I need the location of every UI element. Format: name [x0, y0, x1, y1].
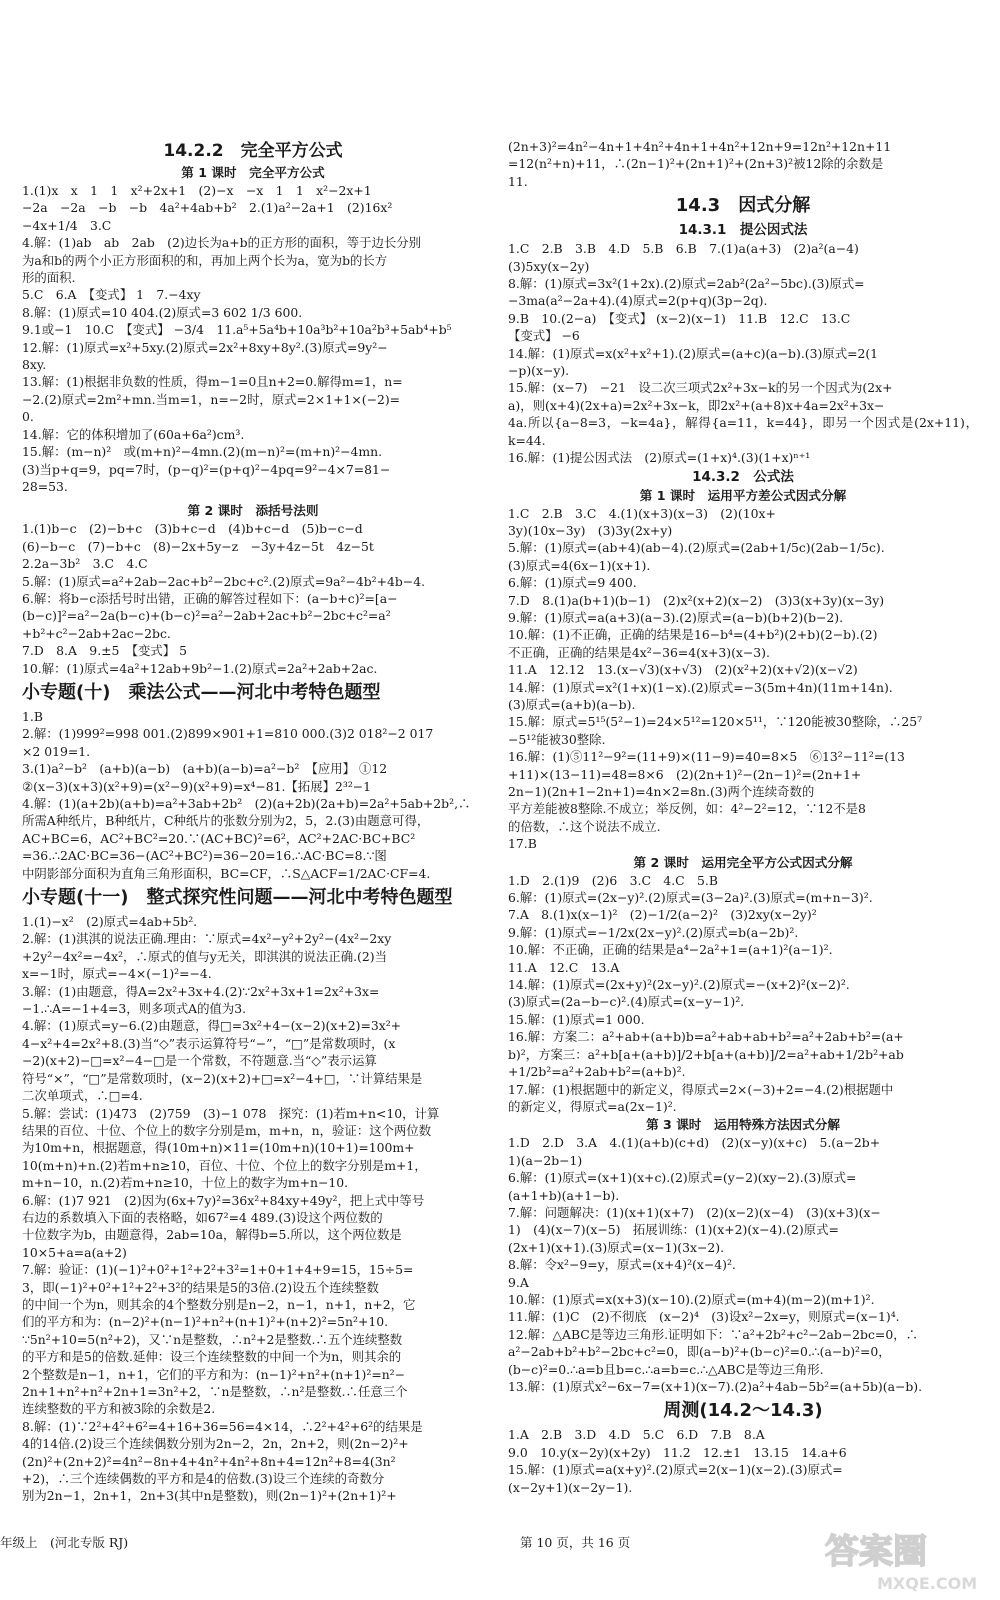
- answer-line: (6)−b−c (7)−b+c (8)−2x+5y−z −3y+4z−5t 4z−5t: [22, 538, 374, 554]
- answer-line: 12.解：(1)原式=x²+5xy.(2)原式=2x²+8xy+8y².(3)原式=9y²−: [22, 339, 388, 355]
- lesson-title-2: 第 2 课时 添括号法则: [187, 503, 319, 519]
- answer-line: 9.1或−1 10.C 【变式】 −3/4 11.a⁵+5a⁴b+10a³b²+10a²b³+5ab⁴+b⁵: [22, 322, 452, 338]
- answer-line: 1.C 2.B 3.B 4.D 5.B 6.B 7.(1)a(a+3) (2)a²(a−4): [508, 241, 859, 257]
- answer-line: 平方差能被8整除.不成立；举反例，如：4²−2²=12，∵12不是8: [508, 801, 866, 817]
- answer-line: 9.0 10.y(x−2y)(x+2y) 11.2 12.±1 13.15 14.a+6: [508, 1444, 847, 1460]
- answer-line: 8.解：(1)∵2²+4²+6²=4+16+36=56=4×14，∴2²+4²+6²的结果是: [22, 1418, 423, 1434]
- answer-line: 4a.所以{a−8=3，−k=4a}，解得{a=11，k=44}，即另一个因式是(2x+11)，k=44.: [508, 415, 978, 448]
- answer-line: 5.解：(1)原式=a²+2ab−2ac+b²−2bc+c².(2)原式=9a²−4b²+4b−4.: [22, 573, 426, 589]
- answer-line: +11)×(13−11)=48=8×6 (2)(2n+1)²−(2n−1)²=(2n+1+: [508, 766, 862, 782]
- answer-line: 别为2n−1，2n+1，2n+3(其中n是整数)，则(2n−1)²+(2n+1)²+: [22, 1488, 397, 1504]
- footer-grade-label: 年级上 (河北专版 RJ): [0, 1535, 129, 1550]
- answer-line: 10.解：(1)不正确，正确的结果是16−b⁴=(4+b²)(2+b)(2−b).(2): [508, 627, 878, 643]
- answer-line: −5¹²能被30整除.: [508, 731, 606, 747]
- answer-line: 15.解：(1)原式=a(x+y)².(2)原式=2(x−1)(x−2).(3)原式=: [508, 1462, 843, 1478]
- answer-line: (3)5xy(x−2y): [508, 258, 590, 274]
- answer-line: 16.解：(1)提公因式法 (2)原式=(1+x)⁴.(3)(1+x)ⁿ⁺¹: [508, 450, 811, 466]
- answer-line: 5.解：尝试：(1)473 (2)759 (3)−1 078 探究：(1)若m+n<10，计算: [22, 1105, 440, 1121]
- answer-line: 二次单项式，∴□=4.: [22, 1088, 143, 1104]
- answer-line: 11.: [508, 173, 528, 189]
- answer-line: 13.解：(1)根据非负数的性质，得m−1=0且n+2=0.解得m=1，n=: [22, 374, 403, 390]
- answer-line: 3，即(−1)²+0²+1²+2²+3²的结果是5的3倍.(2)设五个连续整数: [22, 1279, 379, 1295]
- footer-page-number: 第 10 页，共 16 页: [520, 1535, 631, 1550]
- answer-line: 为a和b的两个小正方形面积的和，再加上两个长为a，宽为b的长方: [22, 252, 388, 268]
- lesson-title-1: 第 1 课时 完全平方公式: [181, 165, 325, 180]
- answer-line: 8.解：(1)原式=3x²(1+2x).(2)原式=2ab²(2a²−5bc).(3)原式=: [508, 276, 865, 292]
- answer-line: 的倍数，∴这个说法不成立.: [508, 818, 661, 834]
- section-title-14-3-2: 14.3.2 公式法: [692, 468, 794, 485]
- answer-line: 【变式】 −6: [508, 328, 580, 344]
- answer-line: 9.解：(1)原式=a(a+3)(a−3).(2)原式=(a−b)(b+2)(b−2).: [508, 609, 844, 625]
- answer-line: −3ma(a²−2a+4).(4)原式=2(p+q)(3p−2q).: [508, 293, 768, 309]
- answer-line: 7.D 8.A 9.±5 【变式】 5: [22, 643, 187, 659]
- answer-line: −2a −2a −b −b 4a²+4ab+b² 2.(1)a²−2a+1 (2)16x²: [22, 200, 393, 216]
- answer-line: 14.解：(1)原式=x(x²+x²+1).(2)原式=(a+c)(a−b).(3)原式=2(1: [508, 345, 879, 361]
- answer-line: 14.解：它的体积增加了(60a+6a²)cm³.: [22, 426, 245, 442]
- answer-line: +1/2b²=a²+2ab+b²=(a+b)².: [508, 1064, 686, 1080]
- answer-line: 10.解：不正确，正确的结果是a⁴−2a²+1=(a+1)²(a−1)².: [508, 942, 833, 958]
- topic-10-title: 小专题(十) 乘法公式——河北中考特色题型: [22, 681, 381, 703]
- answer-line: 1.B: [22, 708, 43, 724]
- answer-line: 11.解：(1)C (2)不彻底 (x−2)⁴ (3)设x²−2x=y，则原式=(x−1)⁴.: [508, 1309, 900, 1325]
- answer-line: 中阴影部分面积为直角三角形面积，BC=CF，∴S△ACF=1/2AC·CF=4.: [22, 865, 431, 881]
- answer-line: 17.B: [508, 836, 537, 852]
- answer-line: 3.(1)a²−b² (a+b)(a−b) (a+b)(a−b)=a²−b² 【应用】 ①12: [22, 761, 388, 777]
- topic-11-title: 小专题(十一) 整式探究性问题——河北中考特色题型: [22, 887, 453, 909]
- answer-line: 1) (4)(x−7)(x−5) 拓展训练：(1)(x+2)(x−4).(2)原式=: [508, 1222, 839, 1238]
- answer-line: (b−c)]²=a²−2a(b−c)+(b−c)²=a²−2ab+2ac+b²−2bc+c²=a²: [22, 608, 391, 624]
- answer-line: 1.D 2.D 3.A 4.(1)(a+b)(c+d) (2)(x−y)(x+c) 5.(a−2b+: [508, 1135, 881, 1151]
- answer-line: 所需A种纸片，B种纸片，C种纸片的张数分别为2，5，2.(3)由题意可得，: [22, 813, 430, 829]
- answer-line: AC+BC=6，AC²+BC²=20.∵(AC+BC)²=6²，AC²+2AC·BC+BC²: [22, 830, 416, 846]
- answer-line: −4x+1/4 3.C: [22, 217, 112, 233]
- answer-line: (2n+3)²=4n²−4n+1+4n²+4n+1+4n²+12n+9=12n²+12n+11: [508, 139, 892, 154]
- answers-topic-11: [22, 913, 484, 1505]
- answers-weekly-test: [508, 1426, 978, 1496]
- answer-line: 连续整数的平方和被3除的余数是2.: [22, 1401, 216, 1417]
- answer-line: −1.∴A=−1+4=3，则多项式A的值为3.: [22, 1001, 247, 1017]
- answer-line: ×2 019=1.: [22, 743, 91, 759]
- answer-line: 2n−1)(2n+1−2n+1)=4n×2=8n.(3)两个连续奇数的: [508, 784, 815, 799]
- watermark-url: MXQE.COM: [877, 1574, 978, 1593]
- answer-line: 17.解：(1)根据题中的新定义，得原式=2×(−3)+2=−4.(2)根据题中: [508, 1081, 894, 1097]
- lesson-title-14-3-2-3: 第 3 课时 运用特殊方法因式分解: [646, 1117, 840, 1133]
- answer-line: 10.解：(1)原式=x(x+3)(x−10).(2)原式=(m+4)(m−2)(m+1)².: [508, 1291, 875, 1307]
- answer-line: 2.解：(1)淇淇的说法正确.理由：∵原式=4x²−y²+2y²−(4x²−2xy: [22, 931, 392, 947]
- answer-line: 1.D 2.(1)9 (2)6 3.C 4.C 5.B: [508, 872, 718, 888]
- answer-line: 14.解：(1)原式=x²(1+x)(1−x).(2)原式=−3(5m+4n)(11m+14n).: [508, 679, 893, 695]
- answer-line: 7.A 8.(1)x(x−1)² (2)−1/2(a−2)² (3)2xy(x−2y)²: [508, 907, 817, 923]
- answer-line: a)，则(x+4)(2x+a)=2x²+3x−k，即2x²+(a+8)x+4a=2x²+3x−: [508, 397, 885, 413]
- answer-line: 6.解：(1)原式=(2x−y)².(2)原式=(3−2a)².(3)原式=(m+n−3)².: [508, 890, 873, 906]
- answer-line: 符号“×”，“□”是常数项时，(x−2)(x+2)+□=x²−4+□，∵计算结果是: [22, 1070, 423, 1086]
- answer-line: =36.∴2AC·BC=36−(AC²+BC²)=36−20=16.∴AC·BC=8.∵图: [22, 848, 387, 864]
- answer-line: m+n−10，n.(2)若m+n≥10，十位上的数字为m+n−10.: [22, 1175, 349, 1191]
- right-column: [508, 138, 978, 1496]
- answer-line: −p)(x−y).: [508, 363, 570, 379]
- answer-line: 为10m+n，根据题意，得(10m+n)×11=(10m+n)(10+1)=100m+: [22, 1140, 415, 1156]
- answer-line: (2x+1)(x+1).(3)原式=(x−1)(3x−2).: [508, 1239, 725, 1255]
- answer-line: 1.A 2.B 3.D 4.D 5.C 6.D 7.B 8.A: [508, 1427, 765, 1443]
- answer-line: 的新定义，得原式=a(2x−1)².: [508, 1098, 677, 1114]
- answer-line: (x−2y+1)(x−2y−1).: [508, 1479, 633, 1495]
- answer-line: −2.(2)原式=2m²+mn.当m=1，n=−2时，原式=2×1+1×(−2)=: [22, 391, 401, 407]
- answer-line: 10.解：(1)原式=4a²+12ab+9b²−1.(2)原式=2a²+2ab+2ac.: [22, 660, 378, 676]
- answer-line: 9.A: [508, 1274, 529, 1290]
- lesson-title-14-3-2-2: 第 2 课时 运用完全平方公式因式分解: [633, 854, 853, 870]
- answer-line: 十位数字为b，由题意得，2ab=10a，解得b=5.所以，这个两位数是: [22, 1227, 402, 1243]
- answer-line: (3)原式=(2a−b−c)².(4)原式=(x−y−1)².: [508, 994, 745, 1010]
- answer-line: b)²，方案三：a²+b[a+(a+b)]/2+b[a+(a+b)]/2=a²+ab+1/2b²+ab: [508, 1046, 904, 1062]
- answer-line: 结果的百位、十位、个位上的数字分别是m，m+n，n，验证：这个两位数: [22, 1122, 432, 1138]
- answer-line: 不正确，正确的结果是4x²−36=4(x+3)(x−3).: [508, 644, 770, 660]
- answer-line: 4.解：(1)(a+2b)(a+b)=a²+3ab+2b² (2)(a+2b)(2a+b)=2a²+5ab+2b²,∴: [22, 796, 471, 811]
- answer-line: 3y)(10x−3y) (3)3y(2x+y): [508, 522, 673, 538]
- section-title-14-2-2: 14.2.2 完全平方公式: [163, 141, 343, 161]
- answer-line: 9.解：(1)原式=−1/2x(2x−y)².(2)原式=b(a−2b)².: [508, 924, 799, 940]
- answer-line: 11.A 12.C 13.A: [508, 959, 620, 975]
- answer-line: 的平方和是5的倍数.延伸：设三个连续整数的中间一个为n，则其余的: [22, 1349, 402, 1365]
- answers-14-3-2-lesson2: [508, 872, 978, 1116]
- answers-14-3-1: [508, 240, 978, 466]
- answer-line: 10(m+n)+n.(2)若m+n≥10，百位、十位、个位上的数字分别是m+1，: [22, 1157, 427, 1173]
- answers-14-2-2-lesson2: [22, 520, 484, 677]
- answer-line: 16.解：方案二：a²+ab+(a+b)b=a²+ab+ab+b²=a²+2ab+b²=(a+: [508, 1029, 904, 1045]
- answer-line: 9.B 10.(2−a) 【变式】 (x−2)(x−1) 11.B 12.C 13.C: [508, 310, 851, 326]
- answer-line: (3)原式=(a+b)(a−b).: [508, 696, 636, 712]
- answer-line: 11.A 12.12 13.(x−√3)(x+√3) (2)(x²+2)(x+√2)(x−√2): [508, 662, 858, 678]
- answer-line: (b−c)²=0.∴a=b且b=c.∴a=b=c.∴△ABC是等边三角形.: [508, 1361, 824, 1377]
- answer-line: +2y²−4x²=−4x²，∴原式的值与y无关，即淇淇的说法正确.(2)当: [22, 948, 387, 964]
- answer-line: 8xy.: [22, 357, 47, 373]
- answer-line: ∵5n²+10=5(n²+2)，又∵n是整数，∴n²+2是整数.∴五个连续整数: [22, 1331, 403, 1347]
- answer-line: 们的平方和为：(n−2)²+(n−1)²+n²+(n+1)²+(n+2)²=5n²+10.: [22, 1314, 389, 1330]
- answers-14-3-2-lesson3: [508, 1134, 978, 1395]
- answer-line: ②(x−3)(x+3)(x²+9)=(x²−9)(x²+9)=x⁴−81.【拓展】2³²−1: [22, 778, 372, 794]
- answer-line: 4.解：(1)ab ab 2ab (2)边长为a+b的正方形的面积，等于边长分别: [22, 235, 422, 251]
- answers-14-3-2-lesson1: [508, 505, 978, 853]
- answer-line: 2.解：(1)999²=998 001.(2)899×901+1=810 000.(3)2 018²−2 017: [22, 726, 434, 742]
- watermark-logo: [815, 1525, 995, 1595]
- answer-line: 8.解：令x²−9=y，原式=(x+4)²(x−4)².: [508, 1257, 736, 1273]
- answers-topic-10: [22, 708, 484, 882]
- answer-line: (3)当p+q=9，pq=7时，(p−q)²=(p+q)²−4pq=9²−4×7=81−: [22, 461, 391, 477]
- answer-line: 2n+1+n²+n²+2n+1=3n²+2，∵n是整数，∴n²是整数.∴任意三个: [22, 1384, 408, 1399]
- answer-line: 1)(a−2b−1): [508, 1152, 583, 1168]
- answer-line: 形的面积.: [22, 270, 76, 286]
- answer-line: 1.(1)−x² (2)原式=4ab+5b².: [22, 914, 198, 930]
- answer-line: 4−x²+4=2x²+8.(3)当“◇”表示运算符号“−”，“□”是常数项时，(x: [22, 1035, 396, 1051]
- answer-line: 5.C 6.A 【变式】 1 7.−4xy: [22, 287, 201, 303]
- watermark-logo-text: 答案圈: [825, 1532, 927, 1572]
- answer-line: =12(n²+n)+11，∴(2n−1)²+(2n+1)²+(2n+3)²被12除的余数是: [508, 156, 884, 172]
- left-column: [22, 138, 484, 1505]
- answer-line: x=−1时，原式=−4×(−1)²=−4.: [22, 966, 212, 982]
- lesson-title-14-3-2-1: 第 1 课时 运用平方差公式因式分解: [639, 487, 847, 503]
- answer-line: 13.解：(1)原式x²−6x−7=(x+1)(x−7).(2)a²+4ab−5b²=(a+5b)(a−b).: [508, 1379, 923, 1394]
- answer-line: 5.解：(1)原式=(ab+4)(ab−4).(2)原式=(2ab+1/5c)(2ab−1/5c).: [508, 540, 885, 556]
- answer-line: 7.解：验证：(1)(−1)²+0²+1²+2²+3²=1+0+1+4+9=15，15÷5=: [22, 1262, 414, 1278]
- section-title-14-3-1: 14.3.1 提公因式法: [678, 222, 808, 239]
- answer-line: 6.解：(1)原式=(x+1)(x+c).(2)原式=(y−2)(xy−2).(3)原式=: [508, 1170, 857, 1186]
- answer-line: a²−2ab+b²+b²−2bc+c²=0，即(a−b)²+(b−c)²=0.∴(a−b)²=0，: [508, 1344, 891, 1360]
- answer-line: 15.解：(1)原式=1 000.: [508, 1011, 645, 1027]
- answer-line: (2n)²+(2n+2)²=4n²−8n+4+4n²+4n²+8n+4=12n²+8=4(3n²: [22, 1453, 396, 1469]
- answer-line: 3.解：(1)由题意，得A=2x²+3x+4.(2)∵2x²+3x+1=2x²+3x=: [22, 983, 380, 999]
- answer-line: 2.2a−3b² 3.C 4.C: [22, 556, 148, 572]
- chapter-title-14-3: 14.3 因式分解: [675, 195, 811, 217]
- answer-line: 右边的系数填入下面的表格略，如67²=4 489.(3)设这个两位数的: [22, 1209, 383, 1225]
- answer-line: 1.(1)x x 1 1 x²+2x+1 (2)−x −x 1 1 x²−2x+1: [22, 183, 372, 198]
- answer-line: 2个整数是n−1，n+1，它们的平方和为：(n−1)²+n²+(n+1)²=n²−: [22, 1366, 406, 1382]
- answer-line: 15.解：(x−7) −21 设二次三项式2x²+3x−k的另一个因式为(2x+: [508, 380, 893, 396]
- answer-line: 15.解：原式=5¹⁵(5²−1)=24×5¹²=120×5¹¹，∵120能被30整除，∴25⁷: [508, 714, 923, 730]
- answer-line: 7.解：问题解决：(1)(x+1)(x+7) (2)(x−2)(x−4) (3)(x+3)(x−: [508, 1204, 881, 1220]
- answer-line: (3)原式=4(6x−1)(x+1).: [508, 557, 651, 573]
- answer-line: 4.解：(1)原式=y−6.(2)由题意，得□=3x²+4−(x−2)(x+2)=3x²+: [22, 1018, 402, 1034]
- answers-14-2-2-lesson1: [22, 182, 484, 495]
- answer-line: 10×5+a=a(a+2): [22, 1244, 127, 1260]
- answer-line: 8.解：(1)原式=10 404.(2)原式=3 602 1/3 600.: [22, 304, 303, 320]
- answer-line: 6.解：将b−c添括号时出错，正确的解答过程如下：(a−b+c)²=[a−: [22, 590, 398, 606]
- weekly-test-title: 周测(14.2～14.3): [663, 1400, 823, 1422]
- answer-line: +2)，∴三个连续偶数的平方和是4的倍数.(3)设三个连续的奇数分: [22, 1471, 385, 1487]
- answer-line: 15.解：(m−n)² 或(m+n)²−4mn.(2)(m−n)²=(m+n)²−4mn.: [22, 444, 383, 460]
- answer-line: 12.解：△ABC是等边三角形.证明如下：∵a²+2b²+c²−2ab−2bc=0，∴: [508, 1326, 918, 1342]
- answer-line: 16.解：(1)⑤11²−9²=(11+9)×(11−9)=40=8×5 ⑥13²−11²=(13: [508, 749, 905, 765]
- answer-line: 14.解：(1)原式=(2x+y)²(2x−y)².(2)原式=−(x+2)²(x−2)².: [508, 977, 850, 993]
- answer-line: −2)(x+2)−□=x²−4−□是一个常数，不符题意.当“◇”表示运算: [22, 1053, 377, 1069]
- answer-line: 7.D 8.(1)a(b+1)(b−1) (2)x²(x+2)(x−2) (3)3(x+3y)(x−3y): [508, 592, 885, 608]
- answer-line: 4的14倍.(2)设三个连续偶数分别为2n−2，2n，2n+2，则(2n−2)²+: [22, 1436, 409, 1452]
- answer-line: 1.C 2.B 3.C 4.(1)(x+3)(x−3) (2)(10x+: [508, 505, 776, 521]
- answer-line: 28=53.: [22, 478, 68, 494]
- answer-line: 6.解：(1)原式=9 400.: [508, 575, 637, 591]
- answers-continued: [508, 138, 978, 190]
- answer-line: 0.: [22, 409, 34, 425]
- answer-line: 的中间一个为n，则其余的4个整数分别是n−2，n−1，n+1，n+2，它: [22, 1296, 416, 1312]
- answer-line: 1.(1)b−c (2)−b+c (3)b+c−d (4)b+c−d (5)b−c−d: [22, 521, 363, 537]
- answer-line: 6.解：(1)7 921 (2)因为(6x+7y)²=36x²+84xy+49y²，把上式中等号: [22, 1192, 425, 1208]
- answer-line: (a+1+b)(a+1−b).: [508, 1187, 620, 1203]
- answer-line: +b²+c²−2ab+2ac−2bc.: [22, 625, 171, 641]
